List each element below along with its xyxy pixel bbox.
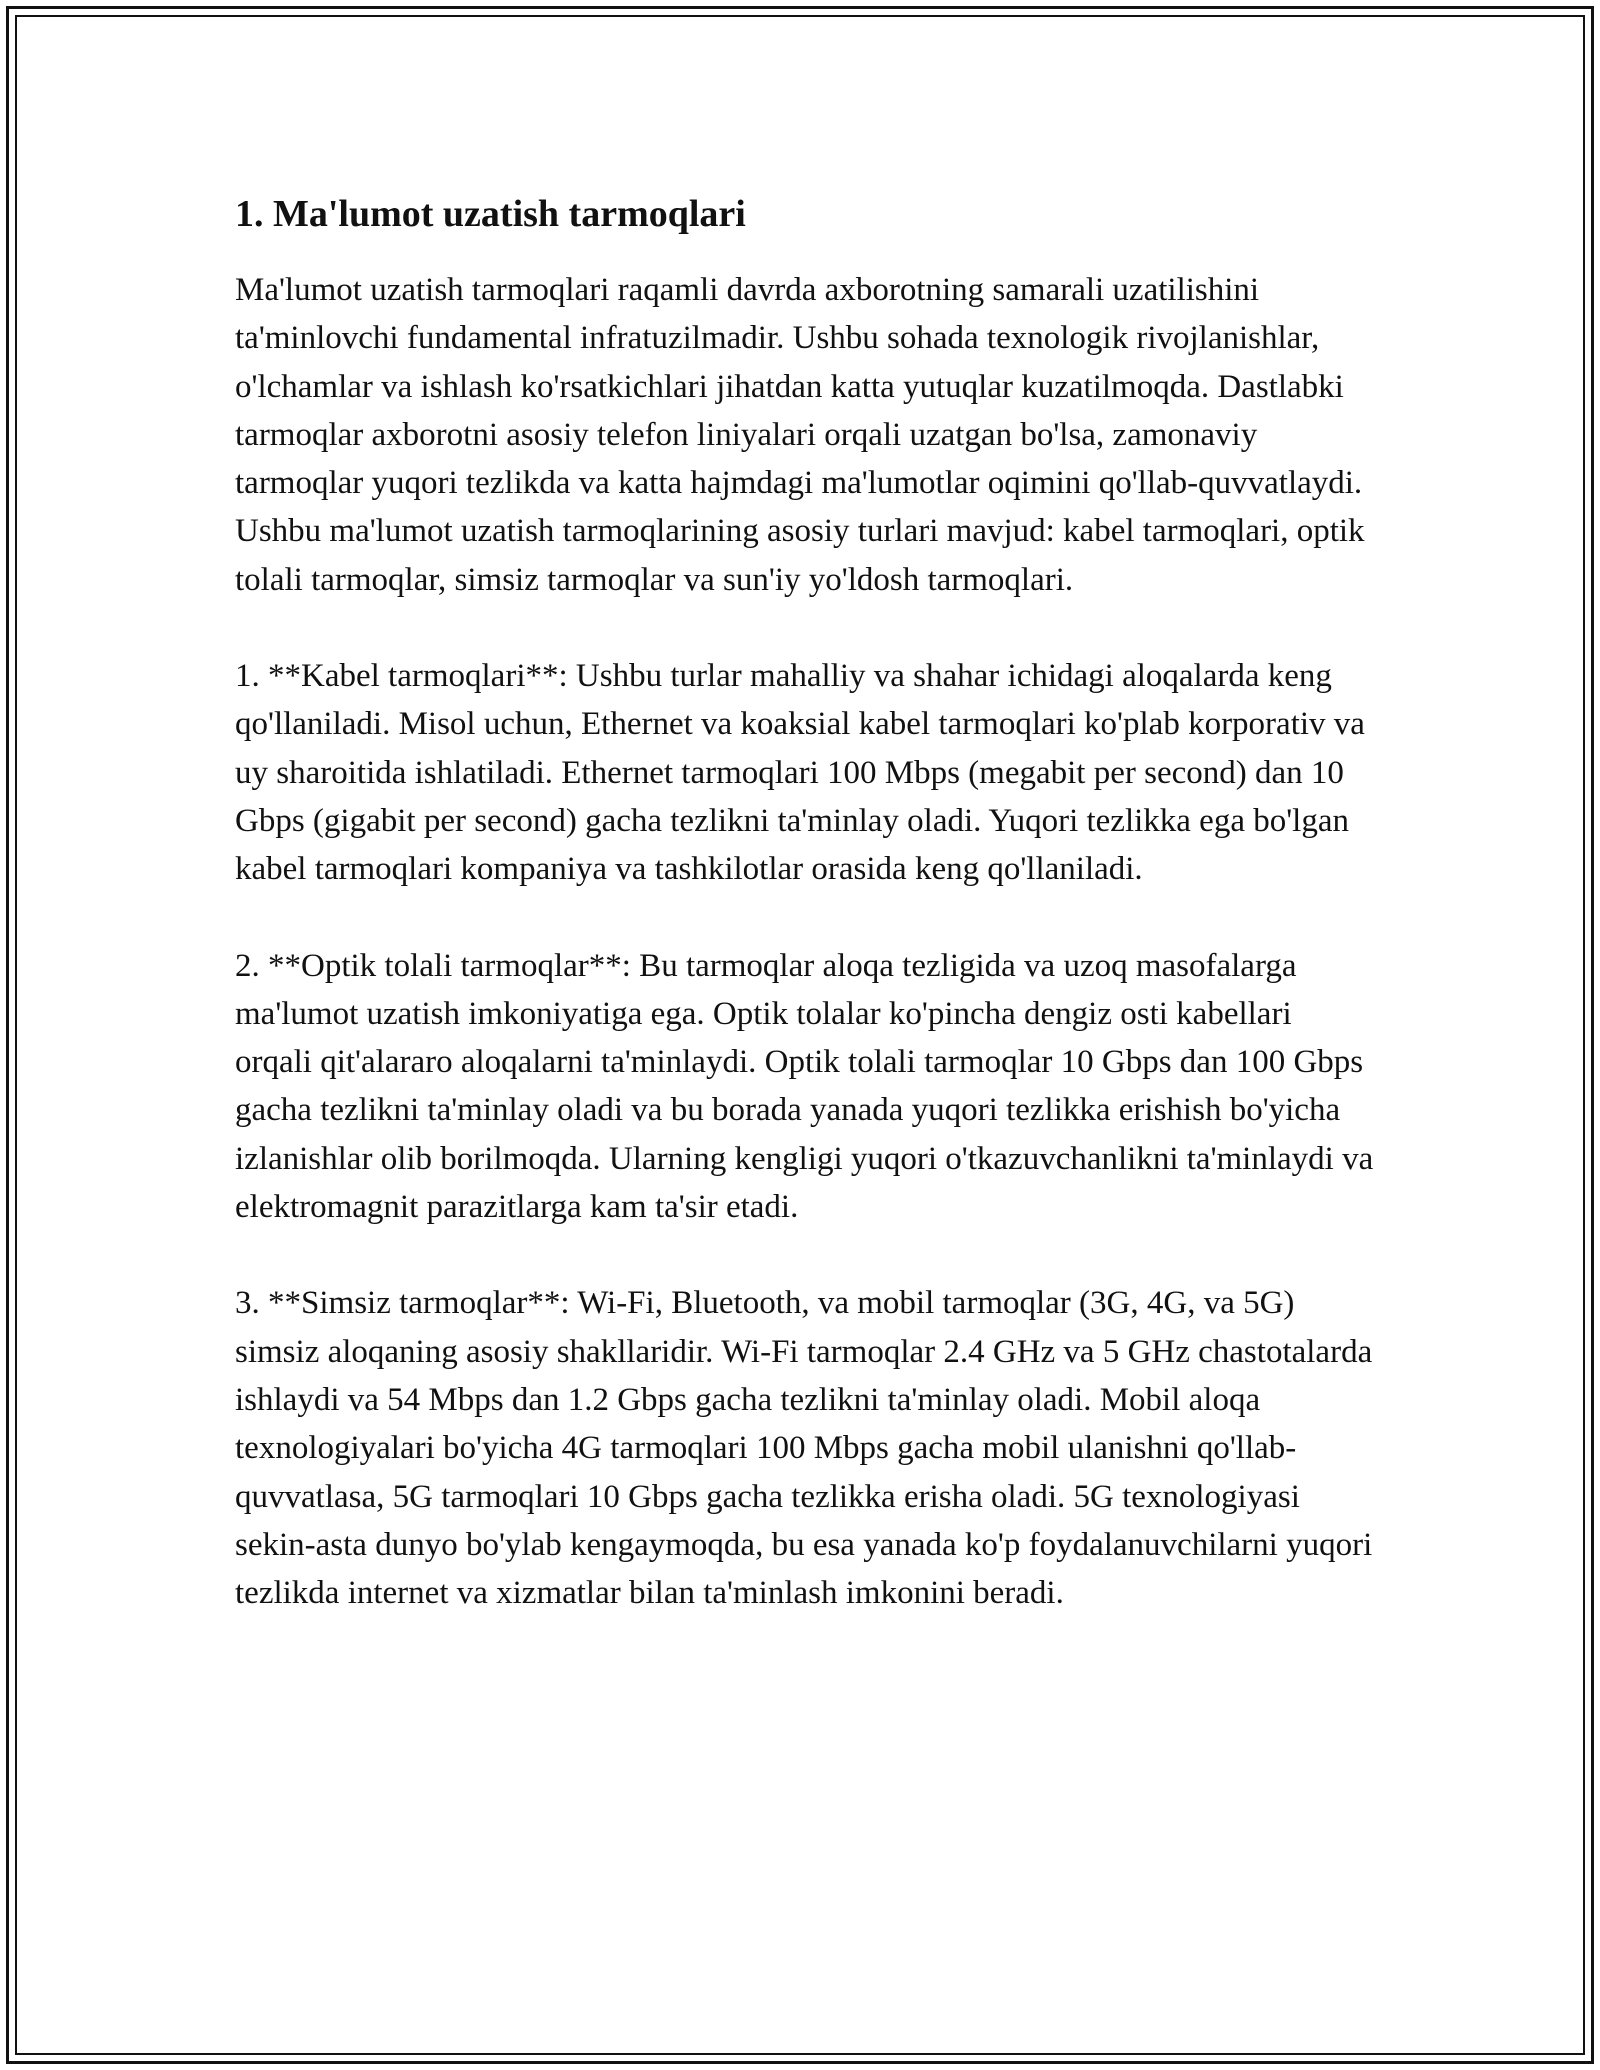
- cable-networks-paragraph: 1. **Kabel tarmoqlari**: Ushbu turlar mahalliy va shahar ichidagi aloqalarda keng qo'llaniladi. Misol uchun, Ethernet va koaksial kabel tarmoqlari ko'plab korporativ va uy sharoitida ishlatiladi. Ethernet tarmoqlari 100 Mbps (megabit per second) dan 10 Gbps (gigabit per second) gacha tezlikni ta'minlay oladi. Yuqori tezlikka ega bo'lgan kabel tarmoqlari kompaniya va tashkilotlar orasida keng qo'llaniladi.: [235, 658, 1365, 888]
- section-title: 1. Ma'lumot uzatish tarmoqlari: [235, 193, 746, 235]
- fiber-optic-networks-paragraph: 2. **Optik tolali tarmoqlar**: Bu tarmoqlar aloqa tezligida va uzoq masofalarga ma'lumot uzatish imkoniyatiga ega. Optik tolalar ko'pincha dengiz osti kabellari orqali qit'alararo aloqalarni ta'minlaydi. Optik tolali tarmoqlar 10 Gbps dan 100 Gbps gacha tezlikni ta'minlay oladi va bu borada yanada yuqori tezlikka erishish bo'yicha izlanishlar olib borilmoqda. Ularning kengligi yuqori o'tkazuvchanlikni ta'minlaydi va elektromagnit parazitlarga kam ta'sir etadi.: [235, 947, 1374, 1226]
- wireless-networks-paragraph: 3. **Simsiz tarmoqlar**: Wi-Fi, Bluetooth, va mobil tarmoqlar (3G, 4G, va 5G) simsiz aloqaning asosiy shakllaridir. Wi-Fi tarmoqlar 2.4 GHz va 5 GHz chastotalarda ishlaydi va 54 Mbps dan 1.2 Gbps gacha tezlikni ta'minlay oladi. Mobil aloqa texnologiyalari bo'yicha 4G tarmoqlari 100 Mbps gacha mobil ulanishni qo'llab-quvvatlasa, 5G tarmoqlari 10 Gbps gacha tezlikka erisha oladi. 5G texnologiyasi sekin-asta dunyo bo'ylab kengaymoqda, bu esa yanada ko'p foydalanuvchilarni yuqori tezlikda internet va xizmatlar bilan ta'minlash imkonini beradi.: [235, 1285, 1373, 1612]
- document-body: [235, 186, 1375, 1617]
- intro-paragraph: Ma'lumot uzatish tarmoqlari raqamli davrda axborotning samarali uzatilishini ta'minlovchi fundamental infratuzilmadir. Ushbu sohada texnologik rivojlanishlar, o'lchamlar va ishlash ko'rsatkichlari jihatdan katta yutuqlar kuzatilmoqda. Dastlabki tarmoqlar axborotni asosiy telefon liniyalari orqali uzatgan bo'lsa, zamonaviy tarmoqlar yuqori tezlikda va katta hajmdagi ma'lumotlar oqimini qo'llab-quvvatlaydi. Ushbu ma'lumot uzatish tarmoqlarining asosiy turlari mavjud: kabel tarmoqlari, optik tolali tarmoqlar, simsiz tarmoqlar va sun'iy yo'ldosh tarmoqlari.: [235, 272, 1365, 598]
